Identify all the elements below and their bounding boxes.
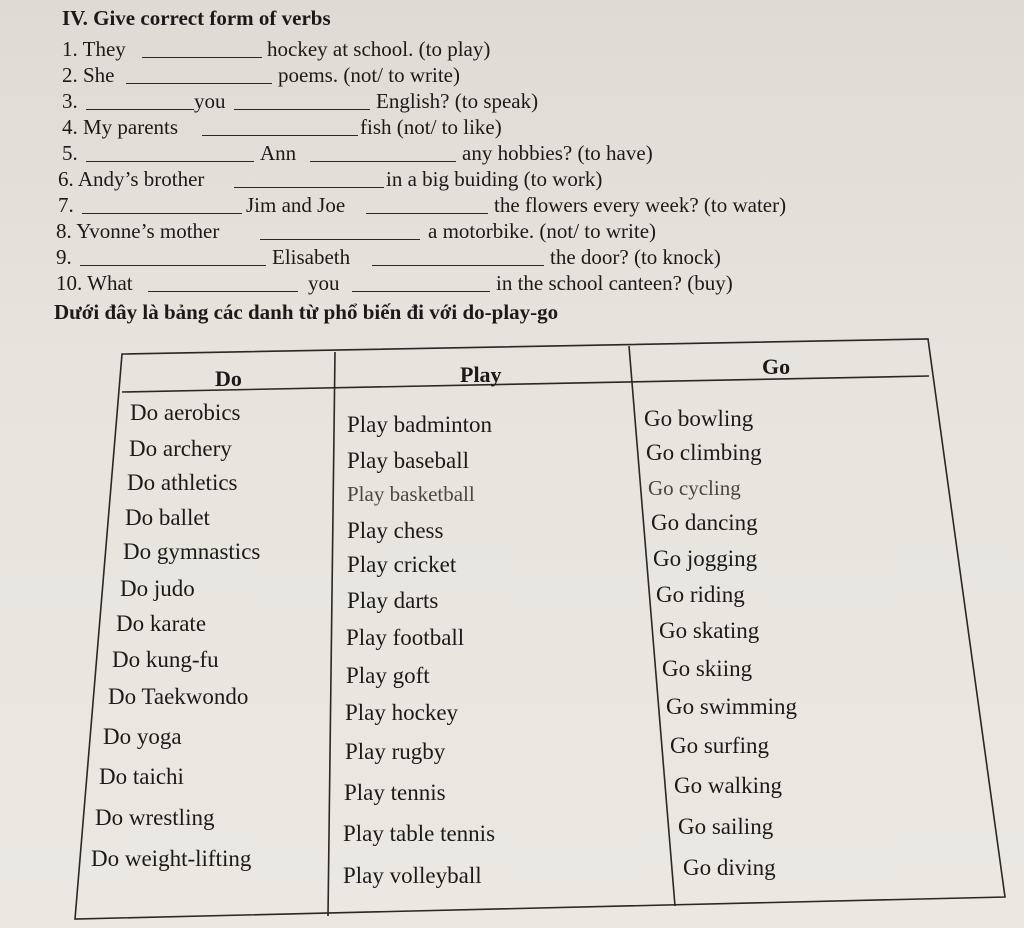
line-3-prompt: 3. <box>62 89 78 113</box>
line-3-blank-2[interactable] <box>234 109 370 110</box>
line-7-subject: Jim and Joe <box>246 193 346 217</box>
do-item: Do archery <box>129 436 232 461</box>
header-go: Go <box>762 354 791 379</box>
line-4-blank[interactable] <box>202 135 358 136</box>
play-item: Play chess <box>347 518 444 543</box>
play-item: Play tennis <box>344 780 446 805</box>
go-item: Go skiing <box>662 656 753 681</box>
do-item: Do karate <box>116 611 207 636</box>
line-8-text: a motorbike. (not/ to write) <box>428 219 657 243</box>
exercise-line-5 <box>62 141 702 167</box>
exercise-line-2 <box>62 63 522 89</box>
line-5-blank-2[interactable] <box>310 161 456 162</box>
line-5-subject: Ann <box>260 141 297 165</box>
line-9-blank-2[interactable] <box>372 265 544 266</box>
exercise-line-3 <box>62 89 582 115</box>
vocab-table <box>70 336 1010 926</box>
play-item: Play table tennis <box>343 821 496 846</box>
do-item: Do gymnastics <box>123 539 261 564</box>
line-3-blank-1[interactable] <box>86 109 194 110</box>
line-2-text: poems. (not/ to write) <box>278 63 460 87</box>
line-10-blank-2[interactable] <box>352 291 490 292</box>
go-item: Go skating <box>659 618 760 643</box>
play-item: Play hockey <box>345 700 459 725</box>
line-6-prompt: 6. Andy’s brother <box>58 167 205 191</box>
line-9-subject: Elisabeth <box>272 245 351 269</box>
line-1-blank[interactable] <box>142 57 262 58</box>
line-1-text: hockey at school. (to play) <box>267 37 491 61</box>
line-2-prompt: 2. She <box>62 63 115 87</box>
line-5-text: any hobbies? (to have) <box>462 141 653 165</box>
exercise-line-10 <box>56 271 796 297</box>
play-item: Play badminton <box>347 412 493 437</box>
play-item: Play darts <box>347 588 439 613</box>
line-4-prompt: 4. My parents <box>62 115 179 139</box>
play-item: Play volleyball <box>343 863 482 888</box>
do-item: Do aerobics <box>130 400 241 425</box>
do-item: Do weight-lifting <box>91 846 252 871</box>
line-10-prompt: 10. What <box>56 271 133 295</box>
table-border <box>75 339 1005 919</box>
play-item: Play rugby <box>345 739 446 764</box>
line-2-blank[interactable] <box>126 83 272 84</box>
go-item: Go diving <box>683 855 776 880</box>
line-10-subject: you <box>308 271 340 295</box>
go-item: Go swimming <box>666 694 797 719</box>
go-item: Go climbing <box>646 440 762 465</box>
line-7-blank-2[interactable] <box>366 213 488 214</box>
play-item: Play football <box>346 625 465 650</box>
exercise-line-6 <box>58 167 658 193</box>
do-item: Do athletics <box>127 470 238 495</box>
line-7-prompt: 7. <box>58 193 74 217</box>
do-item: Do ballet <box>125 505 210 530</box>
line-8-blank[interactable] <box>260 239 420 240</box>
do-item: Do wrestling <box>95 805 215 830</box>
do-item: Do judo <box>120 576 195 601</box>
line-9-prompt: 9. <box>56 245 72 269</box>
line-6-text: in a big buiding (to work) <box>386 167 603 191</box>
go-item: Go dancing <box>651 510 758 535</box>
do-item: Do kung-fu <box>112 647 219 672</box>
play-item: Play goft <box>346 663 430 688</box>
go-item: Go jogging <box>653 546 758 571</box>
header-do: Do <box>215 366 242 391</box>
line-3-text: English? (to speak) <box>376 89 539 113</box>
line-7-blank-1[interactable] <box>82 213 242 214</box>
exercise-line-1 <box>62 37 542 63</box>
line-5-blank-1[interactable] <box>86 161 254 162</box>
line-10-blank-1[interactable] <box>148 291 298 292</box>
line-4-text: fish (not/ to like) <box>360 115 502 139</box>
vocab-title: Dưới đây là bảng các danh từ phổ biến đi với do-play-go <box>54 300 559 324</box>
line-9-blank-1[interactable] <box>80 265 266 266</box>
line-9-text: the door? (to knock) <box>550 245 721 269</box>
line-8-prompt: 8. Yvonne’s mother <box>56 219 220 243</box>
play-item: Play baseball <box>347 448 469 473</box>
exercise-line-8 <box>56 219 716 245</box>
go-item: Go walking <box>674 773 782 798</box>
play-item: Play basketball <box>347 482 475 506</box>
exercise-heading: IV. Give correct form of verbs <box>62 6 331 30</box>
exercise-line-7 <box>58 193 848 219</box>
line-1-prompt: 1. They <box>62 37 126 61</box>
line-6-blank[interactable] <box>234 187 384 188</box>
exercise-line-9 <box>56 245 776 271</box>
go-item: Go riding <box>656 582 745 607</box>
go-item: Go bowling <box>644 406 754 431</box>
go-item: Go surfing <box>670 733 770 758</box>
do-item: Do yoga <box>103 724 182 749</box>
column-divider-1 <box>328 352 335 916</box>
line-3-subject: you <box>194 89 226 113</box>
do-item: Do Taekwondo <box>108 684 249 709</box>
go-item: Go cycling <box>648 476 741 500</box>
line-7-text: the flowers every week? (to water) <box>494 193 787 217</box>
header-play: Play <box>460 362 502 387</box>
do-item: Do taichi <box>99 764 184 789</box>
line-10-text: in the school canteen? (buy) <box>496 271 733 295</box>
go-item: Go sailing <box>678 814 774 839</box>
exercise-line-4 <box>62 115 542 141</box>
play-item: Play cricket <box>347 552 457 577</box>
header-row-line <box>122 376 929 392</box>
line-5-prompt: 5. <box>62 141 78 165</box>
